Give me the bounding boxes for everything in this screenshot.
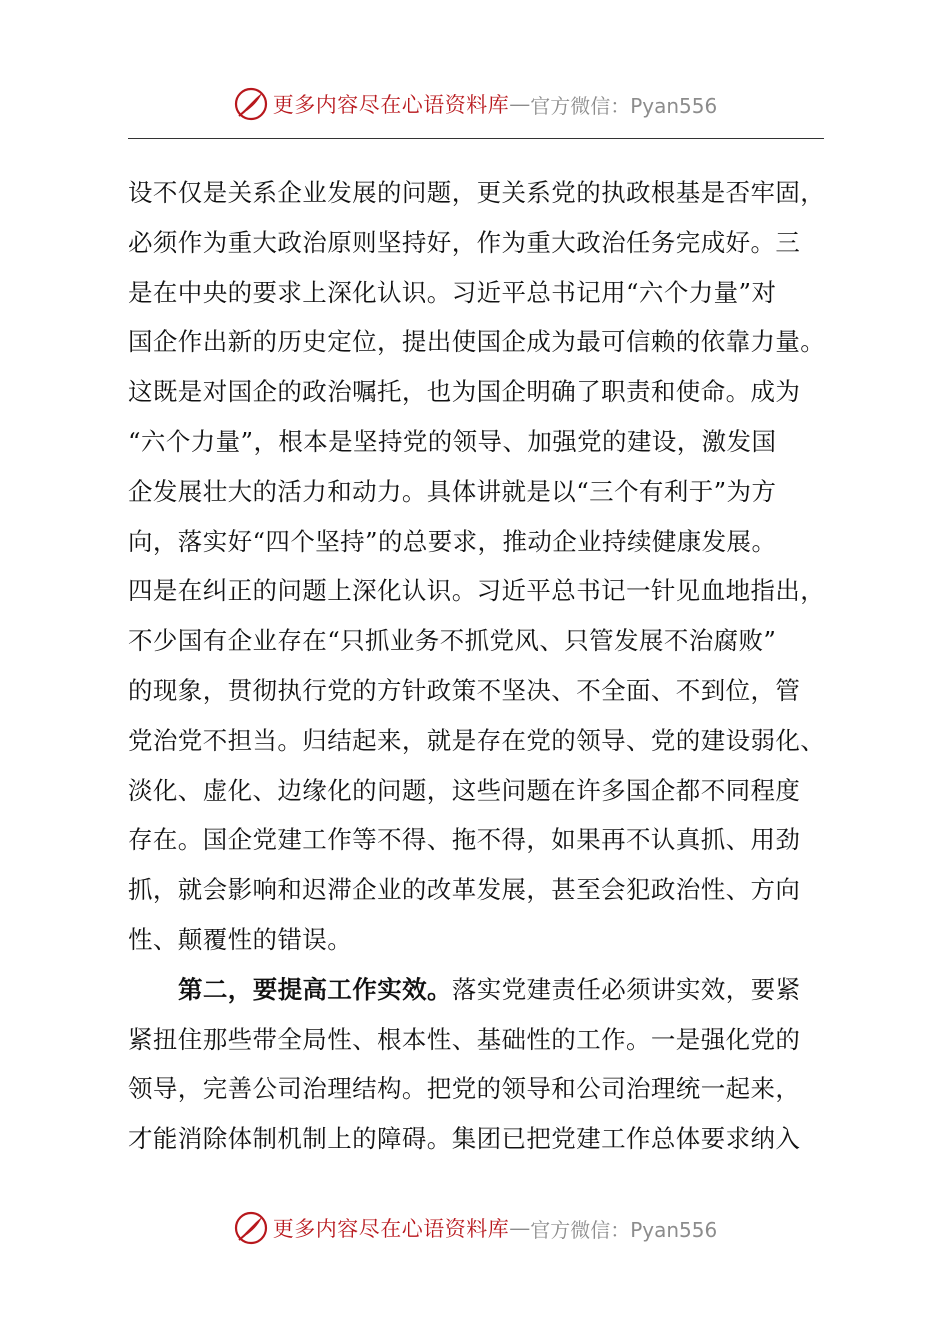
text-line: 不少国有企业存在“只抓业务不抓党风、只管发展不治腐败”: [128, 626, 777, 656]
text-segment: 落实党建责任必须讲实效，要紧: [451, 974, 801, 1004]
site-name: 更多内容尽在心语资料库: [272, 1217, 510, 1241]
text-line: 党治党不担当。归结起来，就是存在党的领导、党的建设弱化、: [128, 725, 826, 755]
text-line: “六个力量”，根本是坚持党的领导、加强党的建设，激发国: [128, 426, 777, 456]
paragraph-2-first-line: [128, 965, 834, 1015]
footer-banner: [0, 1208, 950, 1248]
text-line: 抓，就会影响和迟滞企业的改革发展，甚至会犯政治性、方向: [128, 875, 801, 905]
text-line: 领导，完善公司治理结构。把党的领导和公司治理统一起来，: [128, 1074, 801, 1104]
site-name: 更多内容尽在心语资料库: [272, 93, 510, 117]
text-line: 存在。国企党建工作等不得、拖不得，如果再不认真抓、用劲: [128, 825, 801, 855]
text-line: 性、颠覆性的错误。: [128, 924, 353, 954]
wechat-contact: 官方微信：Pyan556: [530, 93, 718, 118]
text-line: 的现象，贯彻执行党的方针政策不坚决、不全面、不到位，管: [128, 675, 801, 705]
text-line: 四是在纠正的问题上深化认识。习近平总书记一针见血地指出，: [128, 576, 826, 606]
text-line: 才能消除体制机制上的障碍。集团已把党建工作总体要求纳入: [128, 1124, 801, 1154]
text-line: 紧扭住那些带全局性、根本性、基础性的工作。一是强化党的: [128, 1024, 801, 1054]
text-line: 这既是对国企的政治嘱托，也为国企明确了职责和使命。成为: [128, 377, 801, 407]
wechat-contact: 官方微信：Pyan556: [530, 1217, 718, 1242]
text-line: 设不仅是关系企业发展的问题，更关系党的执政根基是否牢固，: [128, 178, 826, 207]
banner-dash: —: [509, 1216, 531, 1240]
text-line: 淡化、虚化、边缘化的问题，这些问题在许多国企都不同程度: [128, 775, 801, 805]
quill-pen-logo-icon: [233, 86, 269, 122]
quill-pen-logo-icon: [233, 1210, 269, 1246]
section-heading: 第二，要提高工作实效。: [178, 974, 452, 1004]
document-body: [128, 168, 834, 1164]
header-rule: [128, 138, 824, 139]
text-line: 是在中央的要求上深化认识。习近平总书记用“六个力量”对: [128, 277, 777, 307]
text-line: 国企作出新的历史定位，提出使国企成为最可信赖的依靠力量。: [128, 327, 826, 357]
banner-dash: —: [509, 92, 531, 116]
text-line: 企发展壮大的活力和动力。具体讲就是以“三个有利于”为方: [128, 476, 777, 506]
text-line: 向，落实好“四个坚持”的总要求，推动企业持续健康发展。: [128, 526, 777, 556]
header-banner: [0, 84, 950, 124]
text-line: 必须作为重大政治原则坚持好，作为重大政治任务完成好。三: [128, 227, 801, 257]
